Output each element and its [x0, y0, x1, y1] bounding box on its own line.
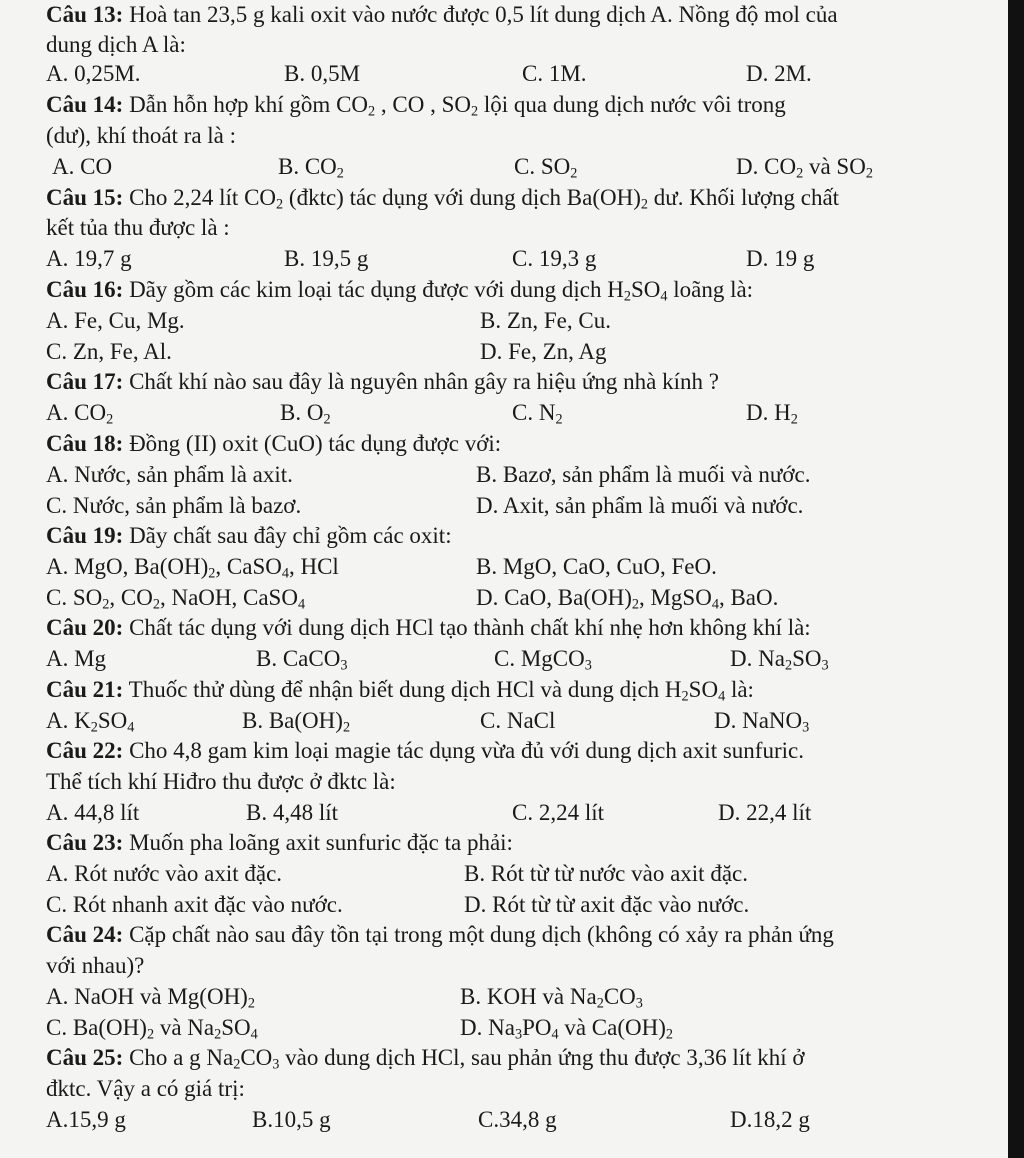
question-24-stem: [46, 920, 968, 950]
option-24-a[interactable]: A. NaOH và $Mg(OH)_2$: [46, 984, 255, 1012]
question-13-number: Câu 13:: [46, 2, 124, 27]
option-18-b[interactable]: B. Bazơ, sản phẩm là muối và nước.: [476, 462, 811, 487]
option-15-b[interactable]: B. 19,5 g: [284, 246, 369, 271]
question-13-text-1: Hoà tan 23,5 g kali oxit vào nước được 0,5 lít dung dịch A. Nồng độ mol của: [129, 2, 838, 27]
option-23-d[interactable]: D. Rót từ từ axit đặc vào nước.: [464, 892, 750, 917]
option-18-a[interactable]: A. Nước, sản phẩm là axit.: [46, 462, 293, 487]
question-24-text-1: Cặp chất nào sau đây tồn tại trong một dung dịch (không có xảy ra phản ứng: [129, 922, 834, 947]
option-18-d[interactable]: D. Axit, sản phẩm là muối và nước.: [476, 493, 804, 518]
option-13-b[interactable]: B. 0,5M: [284, 61, 361, 86]
question-25-text-1: Cho a g $Na_2CO_3$ vào dung dịch HCl, sau phản ứng thu được 3,36 lít khí ở: [129, 1045, 805, 1073]
question-13-stem: [46, 0, 968, 30]
question-14-number: Câu 14:: [46, 92, 124, 117]
question-15-text-1: Cho 2,24 lít $CO_2$ (đktc) tác dụng với dung dịch $Ba(OH)_2$ dư. Khối lượng chất: [129, 185, 840, 213]
question-23-number: Câu 23:: [46, 830, 124, 855]
question-16-text-1: Dãy gồm các kim loại tác dụng được với dung dịch $H_2SO_4$ loãng là:: [129, 277, 754, 305]
option-20-b[interactable]: B. CaCO$_3$: [256, 646, 348, 674]
question-22-number: Câu 22:: [46, 738, 124, 763]
question-25-number: Câu 25:: [46, 1045, 124, 1070]
question-23-stem: [46, 828, 968, 858]
option-20-c[interactable]: C. MgCO$_3$: [494, 646, 592, 674]
option-23-c[interactable]: C. Rót nhanh axit đặc vào nước.: [46, 892, 343, 917]
option-13-c[interactable]: C. 1M.: [522, 61, 587, 86]
option-20-a[interactable]: A. Mg: [46, 646, 107, 671]
option-16-a[interactable]: A. Fe, Cu, Mg.: [46, 308, 185, 333]
option-21-c[interactable]: C. NaCl: [480, 708, 556, 733]
question-24-number: Câu 24:: [46, 922, 124, 947]
question-15-number: Câu 15:: [46, 185, 124, 210]
option-16-d[interactable]: D. Fe, Zn, Ag: [480, 339, 607, 364]
option-15-d[interactable]: D. 19 g: [746, 246, 815, 271]
option-22-d[interactable]: D. 22,4 lít: [718, 800, 812, 825]
option-25-a[interactable]: A.15,9 g: [46, 1107, 126, 1132]
option-25-c[interactable]: C.34,8 g: [478, 1107, 557, 1132]
option-17-a[interactable]: A. $CO_2$: [46, 400, 114, 428]
option-14-d[interactable]: D. $CO_2$ và $SO_2$: [736, 154, 873, 182]
question-21-number: Câu 21:: [46, 677, 124, 702]
question-17-stem: [46, 367, 968, 397]
option-23-b[interactable]: B. Rót từ từ nước vào axit đặc.: [464, 861, 748, 886]
question-25-text-2: đktc. Vậy a có giá trị:: [46, 1076, 245, 1101]
question-19-number: Câu 19:: [46, 523, 124, 548]
question-17-text-1: Chất khí nào sau đây là nguyên nhân gây ra hiệu ứng nhà kính ?: [129, 369, 719, 394]
question-23-text-1: Muốn pha loãng axit sunfuric đặc ta phải:: [129, 830, 513, 855]
question-24-text-2: với nhau)?: [46, 953, 145, 978]
right-edge-bar: [1008, 0, 1024, 1158]
option-22-b[interactable]: B. 4,48 lít: [246, 800, 339, 825]
option-22-c[interactable]: C. 2,24 lít: [512, 800, 605, 825]
option-16-b[interactable]: B. Zn, Fe, Cu.: [480, 308, 611, 333]
option-25-d[interactable]: D.18,2 g: [730, 1107, 810, 1132]
question-20-stem: [46, 613, 968, 643]
question-22-text-1: Cho 4,8 gam kim loại magie tác dụng vừa đủ với dung dịch axit sunfuric.: [129, 738, 804, 763]
option-15-c[interactable]: C. 19,3 g: [512, 246, 597, 271]
question-21-stem: [46, 675, 968, 705]
option-23-a[interactable]: A. Rót nước vào axit đặc.: [46, 861, 283, 886]
option-22-a[interactable]: A. 44,8 lít: [46, 800, 140, 825]
option-15-a[interactable]: A. 19,7 g: [46, 246, 132, 271]
option-25-b[interactable]: B.10,5 g: [252, 1107, 331, 1132]
option-20-d[interactable]: D. $Na_2SO_3$: [730, 646, 829, 674]
question-16-stem: [46, 275, 968, 305]
option-19-d[interactable]: D. CaO, $Ba(OH)_2$, MgSO$_4$, BaO.: [476, 585, 779, 613]
question-15-stem: [46, 183, 968, 213]
option-19-a[interactable]: A. MgO, $Ba(OH)_2$, CaSO$_4$, HCl: [46, 554, 339, 582]
question-17-number: Câu 17:: [46, 369, 124, 394]
question-18-text-1: Đồng (II) oxit (CuO) tác dụng được với:: [129, 431, 502, 456]
question-14-text-1: Dẫn hỗn hợp khí gồm $CO_2$ , CO , $SO_2$ lội qua dung dịch nước vôi trong: [129, 92, 786, 120]
question-19-stem: [46, 521, 968, 551]
question-16-number: Câu 16:: [46, 277, 124, 302]
question-25-stem: [46, 1043, 968, 1073]
option-17-c[interactable]: C. $N_2$: [512, 400, 563, 428]
option-21-a[interactable]: A. $K_2SO_4$: [46, 708, 135, 736]
option-18-c[interactable]: C. Nước, sản phẩm là bazơ.: [46, 493, 302, 518]
question-18-number: Câu 18:: [46, 431, 124, 456]
question-18-stem: [46, 429, 968, 459]
option-13-a[interactable]: A. 0,25M.: [46, 61, 141, 86]
option-21-d[interactable]: D. NaNO$_3$: [714, 708, 810, 736]
option-24-c[interactable]: C. $Ba(OH)_2$ và $Na_2SO_4$: [46, 1015, 258, 1043]
option-16-c[interactable]: C. Zn, Fe, Al.: [46, 339, 172, 364]
question-14-text-2: (dư), khí thoát ra là :: [46, 123, 237, 148]
option-17-b[interactable]: B. $O_2$: [280, 400, 331, 428]
option-21-b[interactable]: B. $Ba(OH)_2$: [242, 708, 351, 736]
option-24-b[interactable]: B. KOH và $Na_2CO_3$: [460, 984, 643, 1012]
question-22-stem: [46, 736, 968, 766]
option-19-b[interactable]: B. MgO, CaO, CuO, FeO.: [476, 554, 717, 579]
question-21-text-1: Thuốc thử dùng để nhận biết dung dịch HCl và dung dịch $H_2SO_4$ là:: [128, 677, 754, 705]
question-19-text-1: Dãy chất sau đây chỉ gồm các oxit:: [129, 523, 452, 548]
option-24-d[interactable]: D. $Na_3PO_4$ và $Ca(OH)_2$: [460, 1015, 674, 1043]
option-13-d[interactable]: D. 2M.: [746, 61, 812, 86]
question-20-text-1: Chất tác dụng với dung dịch HCl tạo thành chất khí nhẹ hơn không khí là:: [129, 615, 811, 640]
question-15-text-2: kết tủa thu được là :: [46, 215, 230, 240]
question-13-text-2: dung dịch A là:: [46, 32, 186, 57]
question-20-number: Câu 20:: [46, 615, 124, 640]
option-14-c[interactable]: C. $SO_2$: [514, 154, 578, 182]
option-19-c[interactable]: C. $SO_2$, $CO_2$, NaOH, CaSO$_4$: [46, 585, 306, 613]
option-14-a[interactable]: A. CO: [52, 154, 113, 179]
option-14-b[interactable]: B. $CO_2$: [278, 154, 344, 182]
option-17-d[interactable]: D. $H_2$: [746, 400, 798, 428]
question-22-text-2: Thể tích khí Hiđro thu được ở đktc là:: [46, 769, 396, 794]
question-14-stem: [46, 90, 968, 120]
